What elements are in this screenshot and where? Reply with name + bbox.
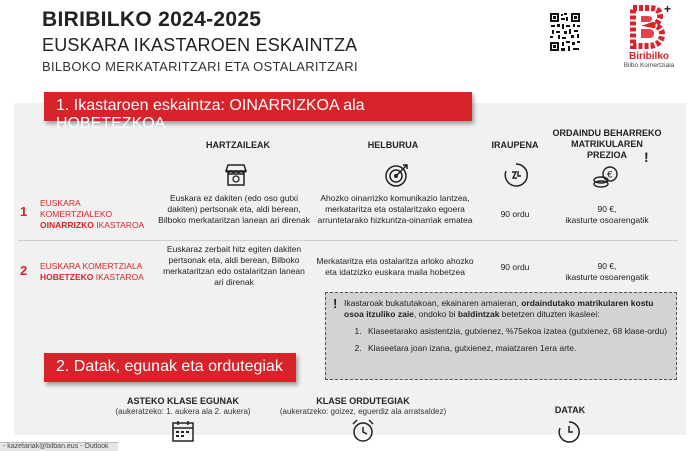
row-1-hartzaileak: Euskara ez dakiten (edo oso gutxi dakiten) pertsonak eta, aldi berean, Bilboko merkataritzan lanean ari direnak <box>158 193 310 225</box>
duration-icon <box>503 162 529 188</box>
row-1-helburua: Ahozko oinarrizko komunikazio lantzea, merkataritza eta ostalaritzako egoera arruntetarako hizkuntza-oinarriak ematea <box>317 193 473 225</box>
row-2-course-name <box>40 261 160 283</box>
row-1-course-name <box>40 198 160 231</box>
page-subtitle: EUSKARA IKASTAROEN ESKAINTZA <box>42 35 358 55</box>
target-icon <box>384 162 410 188</box>
row-1-number: 1 <box>20 204 28 219</box>
refund-notice <box>325 292 677 380</box>
coins-icon <box>592 164 620 190</box>
calendar-icon <box>171 419 195 443</box>
bottom-col2-sub: (aukeratzeko: goizez, eguerdiz ala arratsaldez) <box>279 407 447 416</box>
notice-conditions-list <box>344 326 670 354</box>
notice-exclamation: ! <box>333 296 338 311</box>
notice-condition: 1. Klaseetarako asistentzia, gutxienez, %75ekoa izatea (gutxienez, 68 klase-ordu) <box>364 326 670 337</box>
row-2-hartzaileak: Euskaraz zerbait hitz egiten dakiten pertsonak eta, aldi berean, Bilboko merkataritzan edo ostalaritzan lanean ari direnak <box>163 244 305 287</box>
col-head-iraupena: IRAUPENA <box>491 140 539 150</box>
row-2-label-bold: HOBETZEKO <box>40 272 94 282</box>
bottom-col1-sub: (aukeratzeko: 1. aukera ala 2. aukera) <box>115 407 251 416</box>
row-2-prezioa-note: ikasturte osoarengatik <box>565 272 649 282</box>
section-2-header: 2. Datak, egunak eta ordutegiak <box>44 353 296 382</box>
row-1-label-line2: KOMERTZIALEKO <box>40 209 113 219</box>
row-1-prezioa-note: ikasturte osoarengatik <box>565 215 649 225</box>
notice-intro-bold: ordaindutako matrikularen kostu osoa itzuliko zaie <box>344 298 654 319</box>
alarm-clock-icon <box>350 418 376 444</box>
row-2-prezioa <box>552 261 662 283</box>
row-1-label-end: IKASTAROA <box>93 220 145 230</box>
row-1-prezioa-amount: 90 €, <box>597 204 617 214</box>
biribilko-logo <box>618 4 680 80</box>
taskbar-outlook-item[interactable]: - kazetariak@bilban.eus - Outlook <box>0 442 118 451</box>
row-1-label-line1: EUSKARA <box>40 198 81 208</box>
bottom-col3-head: DATAK <box>554 405 586 415</box>
row-2-prezioa-amount: 90 €, <box>597 261 617 271</box>
row-separator <box>18 240 678 241</box>
stopwatch-icon <box>557 419 581 443</box>
price-warning-mark: ! <box>644 149 649 165</box>
logo-subtitle: Bilbo Komertziala <box>623 62 675 69</box>
row-1-iraupena: 90 ordu <box>500 209 530 219</box>
biribilko-b-icon <box>627 4 671 50</box>
bottom-col2-head: KLASE ORDUTEGIAK <box>316 396 410 406</box>
qr-code-icon <box>549 12 581 52</box>
shop-icon <box>223 162 249 188</box>
row-2-helburua: Merkataritza eta ostalaritza arloko ahozko eta idatzizko euskara maila hobetzea <box>316 256 474 277</box>
col-head-prezioa-line1: ORDAINDU BEHARREKO <box>552 128 662 138</box>
page-title: BIRIBILKO 2024-2025 <box>42 8 262 31</box>
row-2-number: 2 <box>20 263 28 278</box>
notice-intro-e: betetzen dituzten ikasleei: <box>499 309 600 319</box>
notice-intro-a: Ikastaroak bukatutakoan, ekainaren amaieran, <box>344 298 522 308</box>
row-2-iraupena: 90 ordu <box>500 262 530 272</box>
notice-intro-conditions: baldintzak <box>457 309 500 319</box>
section-1-header: 1. Ikastaroen eskaintza: OINARRIZKOA ala HOBETEZKOA <box>44 92 472 121</box>
notice-intro-c: , ondoko bi <box>413 309 458 319</box>
row-1-prezioa <box>552 204 662 226</box>
col-head-helburua: HELBURUA <box>367 140 419 150</box>
notice-intro <box>344 298 670 320</box>
col-head-prezioa-line3: PREZIOA <box>586 150 627 160</box>
svg-text:+: + <box>664 4 671 16</box>
col-head-hartzaileak: HARTZAILEAK <box>206 140 270 150</box>
bottom-col1-head: ASTEKO KLASE EGUNAK <box>126 396 239 406</box>
page-subsubtitle: BILBOKO MERKATARITZARI ETA OSTALARITZARI <box>42 59 358 74</box>
row-2-label-end: IKASTAROA <box>93 272 144 282</box>
row-2-label-line1: EUSKARA KOMERTZIALA <box>40 261 143 271</box>
svg-text:€: € <box>607 170 613 181</box>
notice-condition: 2. Klaseetara joan izana, gutxienez, maiatzaren 1era arte. <box>364 343 670 354</box>
logo-name: Biribilko <box>628 51 669 62</box>
row-1-label-bold: OINARRIZKO <box>40 220 94 230</box>
col-head-prezioa-line2: MATRIKULAREN <box>571 139 643 149</box>
